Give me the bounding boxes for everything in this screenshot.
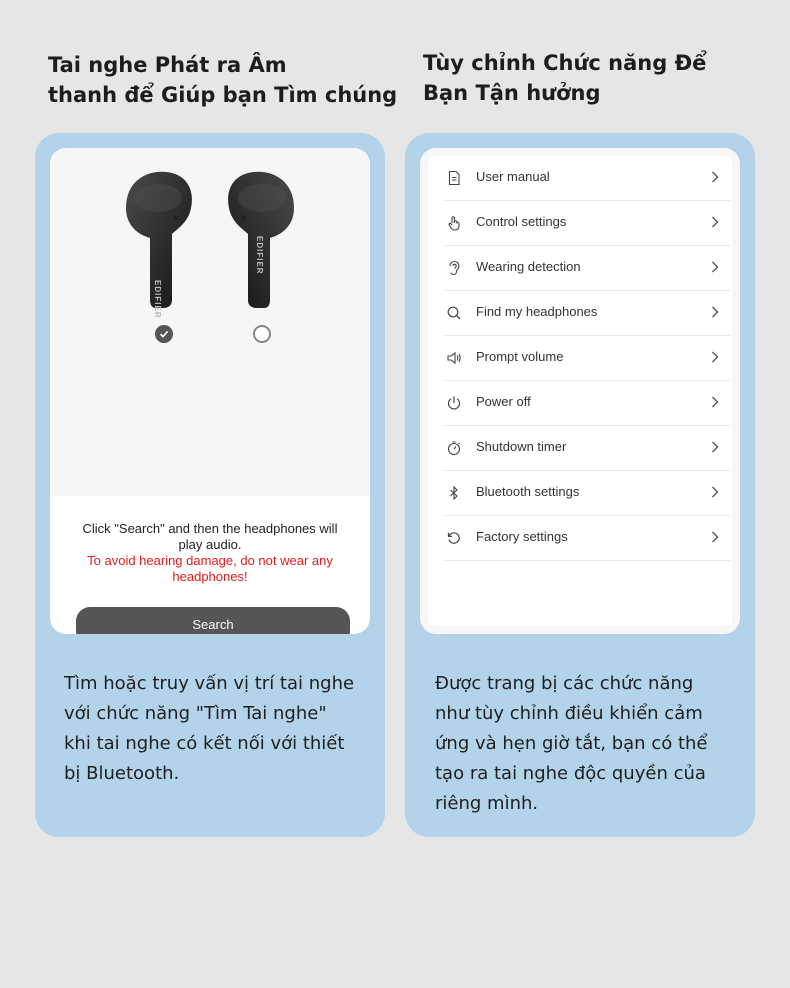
search-button[interactable]: Search [76, 607, 350, 634]
menu-item-wearing-detection[interactable] [445, 246, 730, 291]
right-earbud-brand: EDIFIER [255, 236, 264, 275]
left-heading [48, 50, 397, 110]
menu-item-prompt-volume[interactable] [445, 336, 730, 381]
menu-item-factory-settings[interactable] [445, 516, 730, 561]
chevron-right-icon [710, 170, 720, 184]
search-icon [446, 305, 462, 321]
menu-item-label: Wearing detection [476, 259, 581, 274]
chevron-right-icon [710, 485, 720, 499]
ear-icon [446, 260, 462, 276]
chevron-right-icon [710, 440, 720, 454]
chevron-right-icon [710, 530, 720, 544]
left-desc-line-2: với chức năng "Tìm Tai nghe" [64, 703, 327, 724]
menu-item-label: Shutdown timer [476, 439, 567, 454]
custom-functions-card [405, 133, 755, 837]
left-earbud[interactable] [118, 168, 198, 319]
menu-item-label: User manual [476, 169, 550, 184]
settings-screen [420, 148, 740, 634]
right-desc-line-1: Được trang bị các chức năng [435, 673, 694, 694]
menu-item-bluetooth-settings[interactable] [445, 471, 730, 516]
find-headphones-card [35, 133, 385, 837]
right-heading-line-2: Bạn Tận hưởng [423, 81, 601, 105]
timer-icon [446, 440, 462, 456]
touch-icon [446, 215, 462, 231]
find-headphones-screen [50, 148, 370, 634]
right-heading [423, 48, 706, 108]
settings-menu [428, 156, 732, 626]
right-earbud-checkbox[interactable] [253, 325, 271, 343]
menu-item-shutdown-timer[interactable] [445, 426, 730, 471]
right-earbud[interactable] [222, 168, 302, 308]
bluetooth-icon [446, 485, 462, 501]
left-earbud-checkbox[interactable] [155, 325, 173, 343]
right-desc-line-5: riêng mình. [435, 793, 539, 814]
menu-item-label: Bluetooth settings [476, 484, 580, 499]
menu-item-label: Prompt volume [476, 349, 564, 364]
reset-icon [446, 530, 462, 546]
menu-item-label: Factory settings [476, 529, 568, 544]
chevron-right-icon [710, 215, 720, 229]
earbuds-area [50, 148, 370, 496]
chevron-right-icon [710, 305, 720, 319]
left-desc-line-4: bị Bluetooth. [64, 763, 180, 784]
speaker-icon [446, 350, 462, 366]
left-desc-line-3: khi tai nghe có kết nối với thiết [64, 733, 345, 754]
power-icon [446, 395, 462, 411]
warning-text: To avoid hearing damage, do not wear any headphones! [87, 553, 333, 584]
left-heading-line-1: Tai nghe Phát ra Âm [48, 53, 287, 77]
menu-item-power-off[interactable] [445, 381, 730, 426]
left-heading-line-2: thanh để Giúp bạn Tìm chúng [48, 83, 398, 107]
left-earbud-brand: EDIFIER [153, 280, 162, 319]
right-heading-line-1: Tùy chỉnh Chức năng Để [423, 51, 707, 75]
chevron-right-icon [710, 395, 720, 409]
custom-functions-description [435, 669, 708, 819]
menu-item-control-settings[interactable] [445, 201, 730, 246]
menu-item-label: Control settings [476, 214, 567, 229]
menu-item-label: Find my headphones [476, 304, 598, 319]
menu-item-user-manual[interactable] [445, 156, 730, 201]
chevron-right-icon [710, 350, 720, 364]
right-desc-line-3: ứng và hẹn giờ tắt, bạn có thể [435, 733, 708, 754]
right-desc-line-4: tạo ra tai nghe độc quyền của [435, 763, 706, 784]
checkmark-icon [159, 329, 169, 339]
search-instructions [70, 521, 350, 585]
instruction-text: Click "Search" and then the headphones will play audio. [82, 521, 338, 552]
left-desc-line-1: Tìm hoặc truy vấn vị trí tai nghe [64, 673, 355, 694]
menu-item-label: Power off [476, 394, 531, 409]
menu-item-find-my-headphones[interactable] [445, 291, 730, 336]
find-headphones-description [64, 669, 354, 789]
right-desc-line-2: như tùy chỉnh điều khiển cảm [435, 703, 703, 724]
document-icon [446, 170, 462, 186]
chevron-right-icon [710, 260, 720, 274]
